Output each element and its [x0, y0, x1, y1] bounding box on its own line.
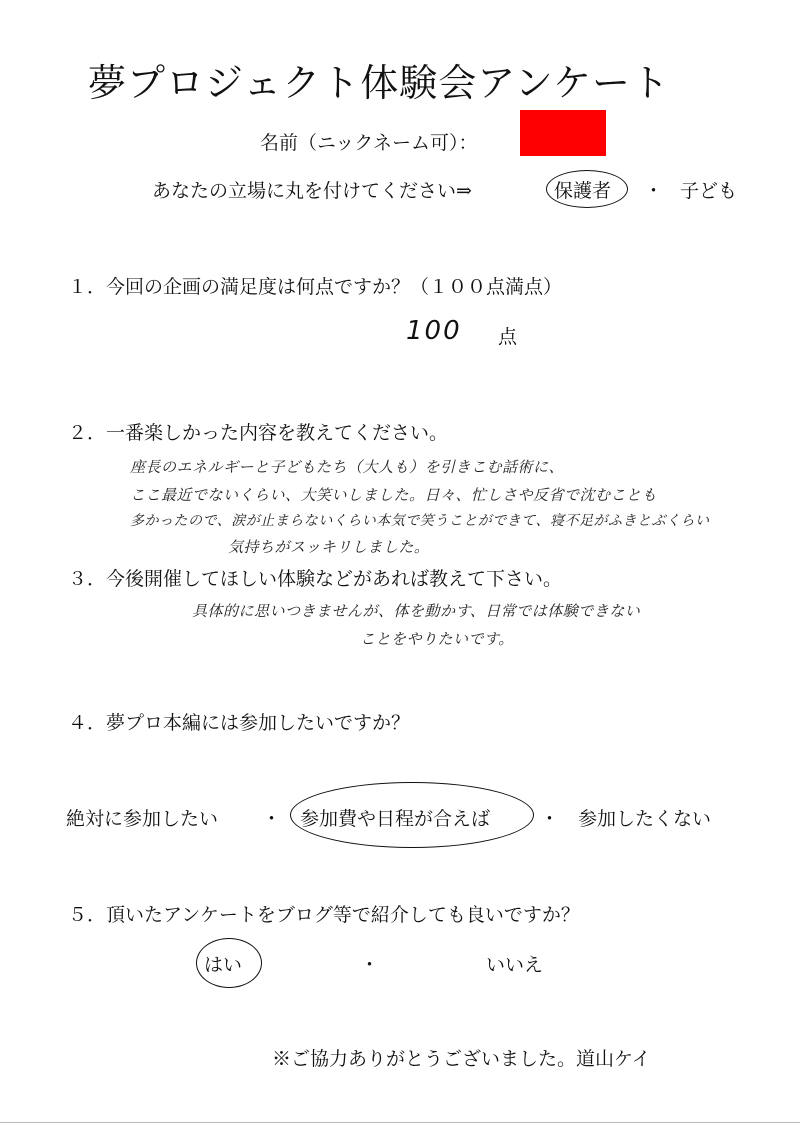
- survey-title: 夢プロジェクト体験会アンケート: [88, 61, 670, 105]
- q2-answer-line: 気持ちがスッキリしました。: [228, 538, 430, 556]
- position-option-child[interactable]: 子ども: [680, 180, 738, 202]
- q4-circle-mark: [290, 782, 534, 848]
- q5-option-no[interactable]: いいえ: [486, 954, 544, 976]
- q5-option-yes[interactable]: はい: [204, 954, 243, 976]
- q4-question: ４．夢プロ本編には参加したいですか？: [68, 712, 411, 734]
- q1-question: １．今回の企画の満足度は何点ですか？（１００点満点）: [68, 276, 563, 298]
- q3-answer-line: ことをやりたいです。: [360, 630, 514, 648]
- q5-circle-mark: [196, 938, 262, 988]
- q2-answer-line: ここ最近でないくらい、大笑いしました。日々、忙しさや反省で沈むことも: [130, 486, 658, 504]
- q2-answer-line: 座長のエネルギーと子どもたち（大人も）を引きこむ話術に、: [130, 458, 565, 476]
- q3-question: ３．今後開催してほしい体験などがあれば教えて下さい。: [68, 568, 563, 590]
- q3-answer-line: 具体的に思いつきませんが、体を動かす、日常では体験できない: [192, 602, 641, 620]
- q4-option-3[interactable]: 参加したくない: [578, 808, 712, 830]
- redacted-name-box: [520, 110, 606, 156]
- footer-thanks: ※ご協力ありがとうございました。道山ケイ: [272, 1048, 651, 1070]
- name-label: 名前（ニックネーム可）：: [260, 132, 478, 154]
- q5-separator: ・: [360, 954, 380, 976]
- q2-answer-line: 多かったので、涙が止まらないくらい本気で笑うことができて、寝不足がふきとぶくらい: [130, 513, 710, 529]
- scan-edge-line: [0, 1122, 800, 1123]
- position-separator: ・: [644, 180, 664, 202]
- q5-question: ５．頂いたアンケートをブログ等で紹介しても良いですか？: [68, 904, 580, 926]
- q1-answer-unit: 点: [498, 326, 518, 348]
- q4-option-1[interactable]: 絶対に参加したい: [66, 808, 219, 830]
- position-option-guardian[interactable]: 保護者: [554, 180, 612, 202]
- q4-separator: ・: [540, 808, 560, 830]
- q2-question: ２．一番楽しかった内容を教えてください。: [68, 422, 449, 444]
- guardian-circle-mark: [546, 170, 628, 208]
- q4-separator: ・: [262, 808, 282, 830]
- position-prompt: あなたの立場に丸を付けてください⇒: [152, 180, 472, 202]
- q1-answer-score: 100: [406, 316, 462, 346]
- q4-option-2[interactable]: 参加費や日程が合えば: [300, 808, 491, 830]
